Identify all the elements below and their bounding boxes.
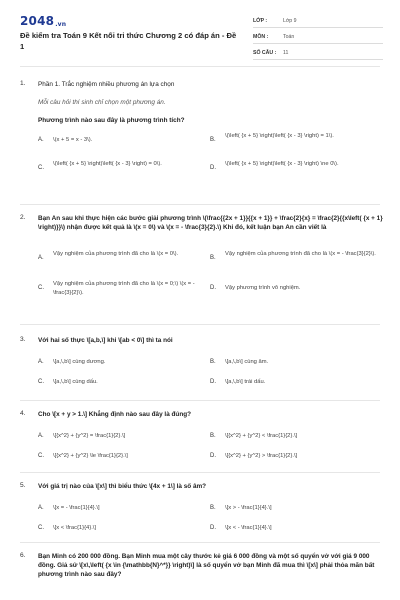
option-letter: B. [210, 359, 216, 365]
meta-subject-row [253, 30, 383, 44]
option-text: \[{x^2} + {y^2} > \frac{1}{2}.\] [225, 453, 298, 459]
option-letter: C. [38, 165, 44, 171]
logo-brand: 2048 [20, 14, 55, 28]
header-divider [20, 66, 380, 67]
option-text: \[a,\,b\] trái dấu. [225, 379, 266, 385]
option-letter: D. [210, 453, 216, 459]
option-text: Vậy phương trình vô nghiệm. [225, 285, 301, 291]
section-title: Phần 1. Trắc nghiệm nhiều phương án lựa chọn [38, 81, 175, 88]
question-divider [20, 472, 380, 473]
option-letter: C. [38, 379, 44, 385]
question-number: 3. [20, 336, 26, 343]
option-letter: D. [210, 379, 216, 385]
document-title: Đề kiểm tra Toán 9 Kết nối tri thức Chương 2 có đáp án - Đề 1 [20, 31, 237, 51]
option-letter: B. [210, 505, 216, 511]
question-number: 1. [20, 80, 26, 87]
option-text: \[a,\,b\] cùng dương. [53, 359, 106, 365]
meta-grade-label: LỚP : [253, 17, 268, 24]
option-text: \[{x^2} + {y^2} \le \frac{1}{2}.\] [53, 453, 128, 459]
option-letter: B. [210, 255, 216, 261]
option-letter: B. [210, 433, 216, 439]
logo-tld: .vn [55, 21, 67, 28]
option-text: \(x + 5 = x - 3\). [53, 137, 93, 143]
option-letter: A. [38, 433, 44, 439]
option-text: Vậy nghiệm của phương trình đã cho là \(x = 0;\) \(x = - \frac{3}{2}\). [53, 281, 195, 296]
option-letter: C. [38, 453, 44, 459]
meta-grade-value: Lớp 9 [283, 17, 297, 24]
question-text: Bạn An sau khi thực hiện các bước giải phương trình \(\frac{{2x + 1}}{{x + 1}} + \frac{2}{x} = \frac{2}{{x\left( {x + 1} \right)}}\) nhận được kết quả là \(x = 0\) và \(x = - \frac{3}{2}.\) Khi đó, kết luận bạn An cần viết là [38, 215, 383, 231]
option-text: \(\left( {x + 5} \right)\left( {x - 3} \right) = 1\). [225, 133, 334, 139]
question-text: Cho \[x + y > 1.\] Khẳng định nào sau đây là đúng? [38, 411, 192, 418]
section-instruction: Mỗi câu hỏi thí sinh chỉ chọn một phương án. [38, 99, 166, 106]
question-text: Với hai số thực \[a,b,\] khi \[ab < 0\] thì ta nói [38, 337, 173, 344]
option-text: \[x = - \frac{1}{4}.\] [53, 505, 100, 511]
meta-grade-row [253, 14, 383, 28]
question-number: 5. [20, 482, 26, 489]
option-letter: D. [210, 285, 216, 291]
option-letter: D. [210, 165, 216, 171]
question-text: Với giá trị nào của \[x\] thì biểu thức \[4x + 1\] là số âm? [38, 483, 207, 490]
option-letter: D. [210, 525, 216, 531]
question-divider [20, 324, 380, 325]
site-logo[interactable] [20, 14, 66, 28]
option-letter: C. [38, 285, 44, 291]
option-text: Vậy nghiệm của phương trình đã cho là \(x = 0\). [53, 251, 179, 257]
meta-count-label: SỐ CÂU : [253, 49, 277, 56]
option-text: \(\left( {x + 5} \right)\left( {x - 3} \right) \ne 0\). [225, 161, 339, 167]
question-text: Bạn Minh có 200 000 đồng. Bạn Minh mua một cây thước kẻ giá 6 000 đồng và một số quyển vở với giá 9 000 đồng. Giả sử \[x\,\left( {x \in {\mathbb{N}^*}} \right)\] là số quyển vở bạn Minh đã mua thì \[x\] phải thỏa mãn bất phương trình nào sau đây? [38, 553, 375, 578]
question-divider [20, 400, 380, 401]
option-text: \[{x^2} + {y^2} < \frac{1}{2}.\] [225, 433, 298, 439]
question-divider [20, 542, 380, 543]
meta-count-row [253, 46, 383, 60]
meta-subject-label: MÔN : [253, 33, 269, 40]
option-letter: A. [38, 255, 44, 261]
page-header [0, 0, 400, 62]
option-text: \[x > - \frac{1}{4}.\] [225, 505, 272, 511]
question-divider [20, 204, 380, 205]
option-text: Vậy nghiệm của phương trình đã cho là \(x = - \frac{3}{2}\). [225, 251, 376, 257]
question-number: 2. [20, 214, 26, 221]
option-text: \(\left( {x + 5} \right)\left( {x - 3} \right) = 0\). [53, 161, 162, 167]
question-number: 4. [20, 410, 26, 417]
option-letter: A. [38, 505, 44, 511]
question-number: 6. [20, 552, 26, 559]
option-text: \[a,\,b\] cùng dấu. [53, 379, 98, 385]
option-text: \[x < \frac{1}{4}.\] [53, 525, 97, 531]
question-text: Phương trình nào sau đây là phương trình tích? [38, 117, 185, 124]
meta-count-value: 11 [283, 49, 289, 56]
option-text: \[x < - \frac{1}{4}.\] [225, 525, 272, 531]
document-meta [253, 14, 383, 62]
option-letter: C. [38, 525, 44, 531]
option-text: \[a,\,b\] cùng âm. [225, 359, 269, 365]
option-letter: A. [38, 137, 44, 143]
option-letter: B. [210, 137, 216, 143]
meta-subject-value: Toán [283, 33, 295, 40]
option-text: \[{x^2} + {y^2} = \frac{1}{2}.\] [53, 433, 126, 439]
option-letter: A. [38, 359, 44, 365]
